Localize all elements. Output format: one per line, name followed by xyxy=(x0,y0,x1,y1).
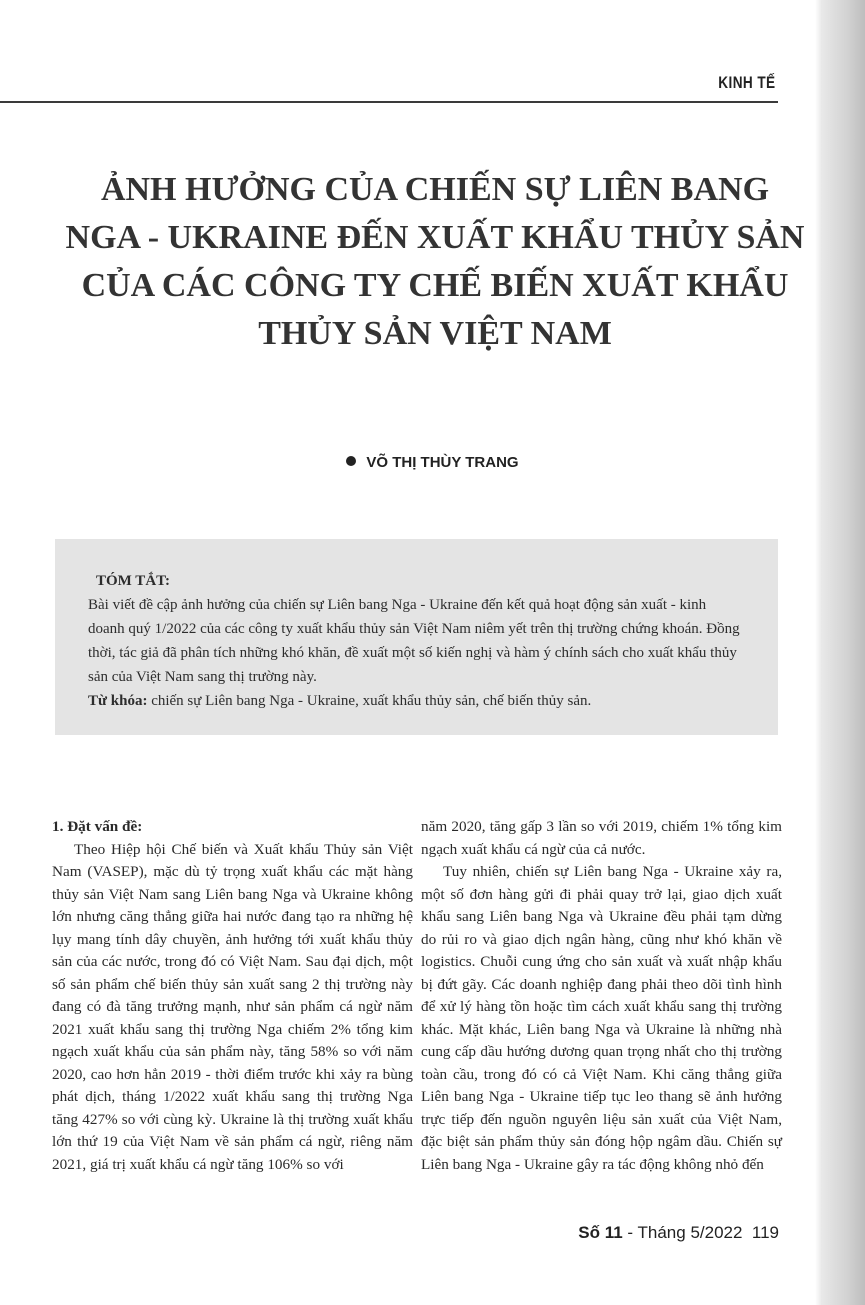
page-gutter xyxy=(815,0,821,1305)
issue-date: Tháng 5/2022 xyxy=(637,1223,743,1242)
footer-separator: - xyxy=(622,1223,638,1242)
bullet-icon xyxy=(346,456,356,466)
keywords-label: Từ khóa: xyxy=(88,693,148,709)
keywords xyxy=(88,689,745,713)
page-edge-shadow xyxy=(821,0,865,1305)
body-paragraph-continued: năm 2020, tăng gấp 3 lần so với 2019, chiếm 1% tổng kim ngạch xuất khẩu cá ngừ của cả nước. xyxy=(421,818,782,858)
author-line xyxy=(0,454,865,471)
abstract-box xyxy=(55,539,778,735)
article-title: ẢNH HƯỞNG CỦA CHIẾN SỰ LIÊN BANG NGA - UKRAINE ĐẾN XUẤT KHẨU THỦY SẢN CỦA CÁC CÔNG TY CHẾ BIẾN XUẤT KHẨU THỦY SẢN VIỆT NAM xyxy=(65,171,805,352)
body-paragraph: Theo Hiệp hội Chế biến và Xuất khẩu Thủy sản Việt Nam (VASEP), mặc dù tỷ trọng xuất khẩu các mặt hàng thủy sản Việt Nam sang Liên bang Nga và Ukraine không lớn nhưng căng thẳng giữa hai nước đang tạo ra những hệ lụy mang tính dây chuyền, ảnh hưởng tới xuất khẩu thủy sản của các nước, trong đó có Việt Nam. Sau đại dịch, một số sản phẩm chế biến thủy sản xuất sang 2 thị trường này đang có đà tăng trưởng mạnh, như sản phẩm cá ngừ năm 2021 xuất khẩu sang thị trường Nga chiếm 2% tổng kim ngạch xuất khẩu của sản phẩm này, tăng 58% so với năm 2020, cao hơn hẳn 2019 - thời điểm trước khi xảy ra bùng phát dịch, tháng 1/2022 xuất khẩu sang thị trường Nga tăng 427% so với cùng kỳ. Ukraine là thị trường xuất khẩu lớn thứ 19 của Việt Nam về sản phẩm cá ngừ, riêng năm 2021, giá trị xuất khẩu cá ngừ tăng 106% so với xyxy=(52,840,413,1173)
abstract-text: Bài viết đề cập ảnh hưởng của chiến sự Liên bang Nga - Ukraine đến kết quả hoạt động sản xuất - kinh doanh quý 1/2022 của các công ty xuất khẩu thủy sản Việt Nam niêm yết trên thị trường chứng khoán. Đồng thời, tác giả đã phân tích những khó khăn, đề xuất một số kiến nghị và hàm ý chính sách cho xuất khẩu thủy sản của Việt Nam sang thị trường này. xyxy=(88,597,740,685)
section-heading: 1. Đặt vấn đề: xyxy=(52,818,143,835)
section-label: KINH TẾ xyxy=(717,73,775,92)
body-column-right xyxy=(421,816,782,1176)
header-rule xyxy=(0,101,778,103)
abstract-heading: TÓM TẮT: xyxy=(96,573,171,589)
keywords-text: chiến sự Liên bang Nga - Ukraine, xuất khẩu thủy sản, chế biến thủy sản. xyxy=(151,693,592,709)
body-paragraph: Tuy nhiên, chiến sự Liên bang Nga - Ukraine xảy ra, một số đơn hàng gửi đi phải quay trở lại, giao dịch xuất khẩu sang Liên bang Nga và Ukraine đều phải tạm dừng do rủi ro và giao dịch ngân hàng, cũng như khó khăn về logistics. Chuỗi cung ứng cho sản xuất và xuất nhập khẩu bị đứt gãy. Các doanh nghiệp đang phải theo dõi tình hình để xử lý hàng tồn hoặc tìm cách xuất khẩu sang thị trường khác. Mặt khác, Liên bang Nga và Ukraine là những nhà cung cấp dầu hướng dương quan trọng nhất cho thị trường toàn cầu, trong đó có cả Việt Nam. Khi căng thẳng giữa Liên bang Nga - Ukraine tiếp tục leo thang sẽ ảnh hưởng trực tiếp đến nguồn nguyên liệu sản xuất của Việt Nam, đặc biệt sản phẩm thủy sản đóng hộp ngâm dầu. Chiến sự Liên bang Nga - Ukraine gây ra tác động không nhỏ đến xyxy=(421,863,782,1173)
author-name: VÕ THỊ THÙY TRANG xyxy=(366,454,519,471)
page-footer xyxy=(578,1223,779,1243)
issue-number: Số 11 xyxy=(578,1223,623,1242)
page-number: 119 xyxy=(751,1223,779,1242)
body-column-left xyxy=(52,816,413,1176)
